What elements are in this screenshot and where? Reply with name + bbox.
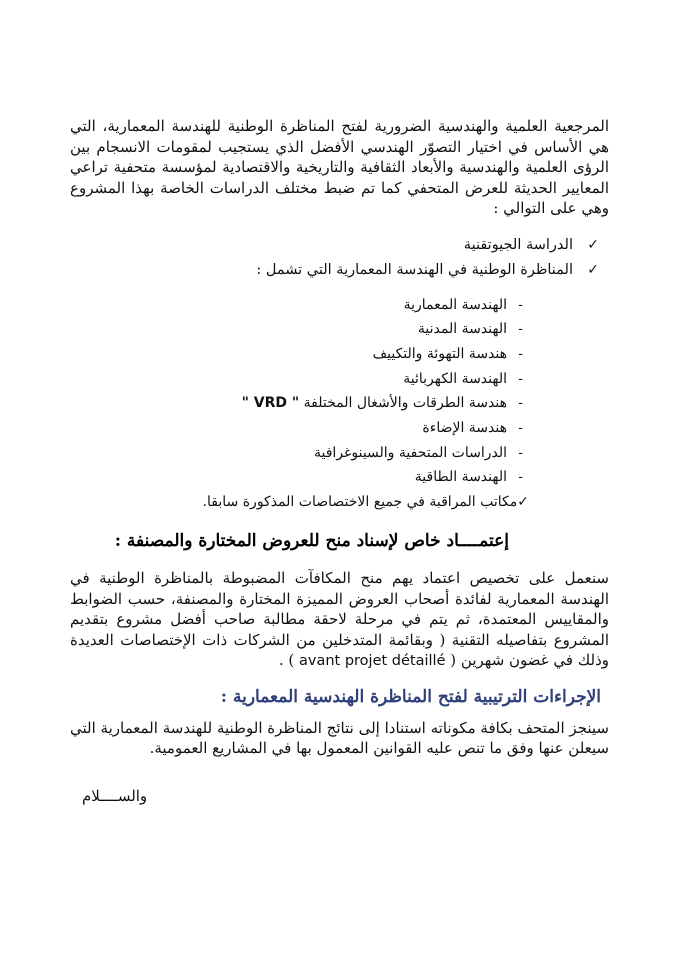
check-item-label: الدراسة الجيوتقنية <box>463 236 573 253</box>
list-item-label: الهندسة المدنية <box>417 321 507 338</box>
dash-marker: - <box>518 370 523 387</box>
list-item-label: الدراسات المتحفية والسينوغرافية <box>314 444 507 461</box>
awards-heading: إعتمــــاد خاص لإسناد منح للعروض المختارة والمصنفة : <box>114 531 509 552</box>
dash-marker: - <box>518 321 523 338</box>
list-item-label: الهندسة المعمارية <box>403 296 507 313</box>
list-item <box>70 367 523 392</box>
list-item-vrd <box>70 391 523 416</box>
check-mark-icon: ✓ <box>587 236 599 253</box>
list-item <box>70 465 523 490</box>
list-item <box>70 416 523 441</box>
list-item <box>70 317 523 342</box>
control-offices-label: مكاتب المراقبة في جميع الاختصاصات المذكورة سابقا. <box>202 494 518 511</box>
list-item-label: هندسة التهوئة والتكييف <box>372 345 507 362</box>
check-mark-icon: ✓ <box>517 494 529 511</box>
list-item <box>70 293 523 318</box>
dash-marker: - <box>518 296 523 313</box>
dash-marker: - <box>518 420 523 437</box>
awards-text-end: ) . <box>278 651 295 670</box>
awards-paragraph <box>70 568 609 672</box>
dash-marker: - <box>518 345 523 362</box>
list-item <box>70 441 523 466</box>
check-mark-icon: ✓ <box>587 261 599 278</box>
list-item-label: هندسة الطرقات والأشغال المختلفة <box>303 395 507 412</box>
list-item <box>70 342 523 367</box>
check-item-label: المناظرة الوطنية في الهندسة المعمارية التي تشمل : <box>256 261 573 278</box>
procedures-paragraph: سينجز المتحف بكافة مكوناته استنادا إلى نتائج المناظرة الوطنية للهندسة المعمارية التي سيعلن عنها وفق ما تنص عليه القوانين المعمول بها في المشاريع العمومية. <box>70 718 609 758</box>
studies-checklist <box>70 233 609 283</box>
dash-marker: - <box>518 444 523 461</box>
awards-text: سنعمل على تخصيص اعتماد يهم منح المكافآت المضبوطة بالمناظرة الوطنية في الهندسة المعمارية لفائدة أصحاب العروض المميزة المختارة والمصنفة، حسب الضوابط والمقاييس المعتمدة، ثم يتم في مرحلة لاحقة مطالبة صاحب أفضل مشروع بتقديم المشروع بتفاصيله التقنية ( وبقائمة المتدخلين من الشركات ذات الإختصاصات العديدة وذلك في غضون شهرين ( <box>70 569 609 670</box>
intro-paragraph: المرجعية العلمية والهندسية الضرورية لفتح المناظرة الوطنية للهندسة المعمارية، التي هي الأساس في اختيار التصوّر الهندسي الأفضل الذي يستجيب لمقومات الانسجام بين الرؤى العلمية والهندسية والأبعاد الثقافية والتاريخية والاقتصادية لمؤسسة متحفية تراعي المعايير الحديثة للعرض المتحفي كما تم ضبط مختلف الدراسات الخاصة بهذا المشروع وهي على التوالي : <box>70 117 609 217</box>
closing-salutation: والســــلام <box>82 786 148 805</box>
dash-marker: - <box>518 395 523 412</box>
list-item-label: الهندسة الكهربائية <box>403 370 507 387</box>
list-item-label: الهندسة الطاقية <box>414 469 507 486</box>
vrd-code: " VRD " <box>241 395 300 412</box>
check-item-geotechnical <box>70 233 609 258</box>
awards-latin-term: avant projet détaillé <box>299 653 446 670</box>
list-item-label: هندسة الإضاءة <box>422 420 507 437</box>
control-offices-item <box>70 490 609 514</box>
dash-marker: - <box>518 469 523 486</box>
procedures-heading: الإجراءات الترتيبية لفتح المناظرة الهندسية المعمارية : <box>220 686 601 707</box>
check-item-architecture-competition <box>70 258 609 283</box>
engineering-disciplines-list <box>70 293 609 491</box>
